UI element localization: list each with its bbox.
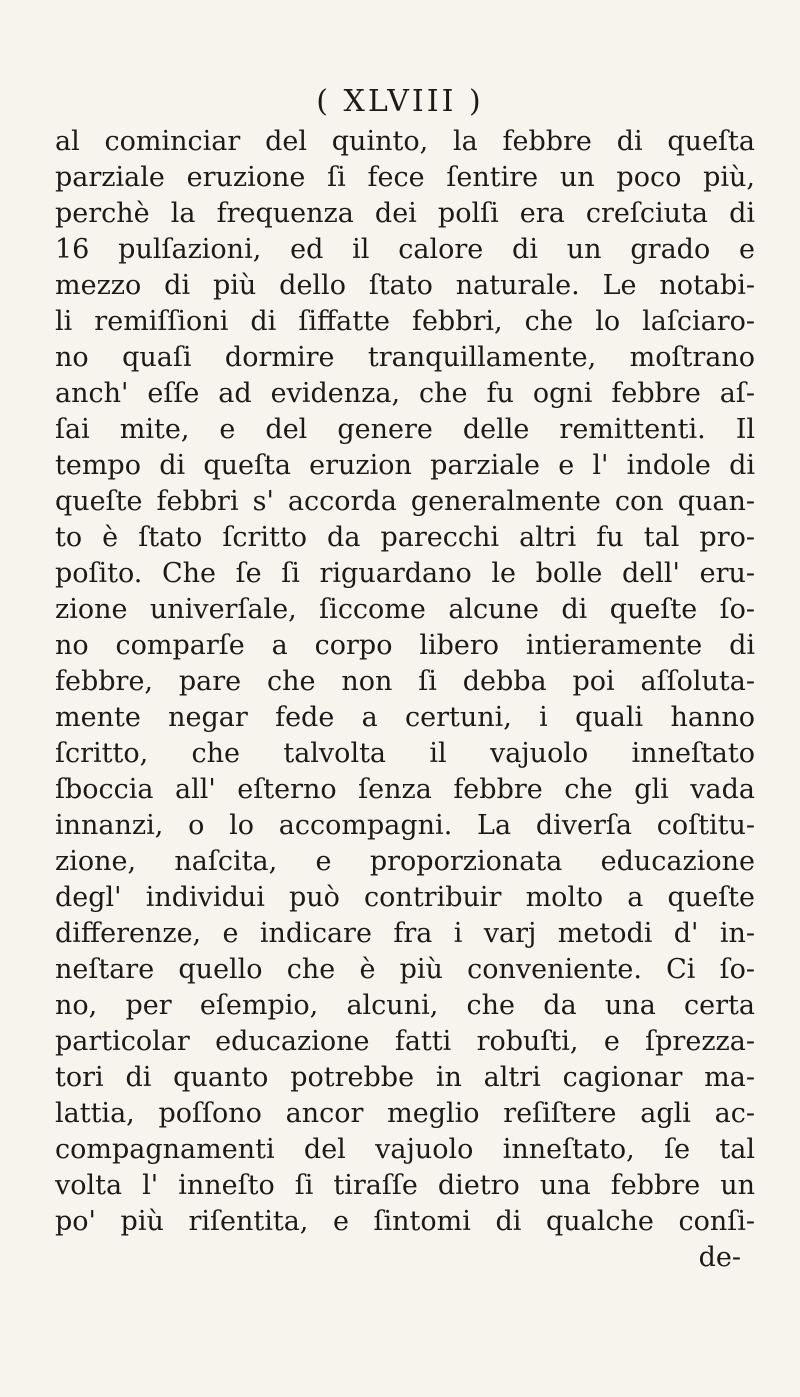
text-line: neſtare quello che è più conveniente. Ci ſo-: [55, 954, 755, 985]
text-line: parziale eruzione ſi fece ſentire un poco più,: [55, 162, 755, 193]
text-line: no quaſi dormire tranquillamente, moſtrano: [55, 342, 755, 373]
text-line: volta l' inneſto ſi tiraſſe dietro una febbre un: [55, 1170, 755, 1201]
text-line: li remiſſioni di ſiffatte febbri, che lo laſciaro-: [55, 306, 755, 337]
text-line: zione, naſcita, e proporzionata educazione: [55, 846, 755, 877]
text-line: no, per eſempio, alcuni, che da una certa: [55, 990, 755, 1021]
text-line: poſito. Che ſe ſi riguardano le bolle dell' eru-: [55, 558, 755, 589]
text-line: al cominciar del quinto, la febbre di queſta: [55, 126, 755, 157]
text-line: ſcritto, che talvolta il vajuolo inneſtato: [55, 738, 755, 769]
text-line: ſai mite, e del genere delle remittenti. Il: [55, 414, 755, 445]
text-line: zione univerſale, ſiccome alcune di queſte ſo-: [55, 594, 755, 625]
text-line: no comparſe a corpo libero intieramente di: [55, 630, 755, 661]
text-line: febbre, pare che non ſi debba poi aſſoluta-: [55, 666, 755, 697]
text-line: perchè la frequenza dei polſi era creſciuta di: [55, 198, 755, 229]
text-line: ſboccia all' eſterno ſenza febbre che gli vada: [55, 774, 755, 805]
text-line: innanzi, o lo accompagni. La diverſa coſtitu-: [55, 810, 755, 841]
text-line: po' più riſentita, e ſintomi di qualche conſi-: [55, 1206, 755, 1237]
text-line: particolar educazione fatti robuſti, e ſprezza-: [55, 1026, 755, 1057]
text-line: mezzo di più dello ſtato naturale. Le notabi-: [55, 270, 755, 301]
text-line: tempo di queſta eruzion parziale e l' indole di: [55, 450, 755, 481]
text-line: lattia, poſſono ancor meglio reſiſtere agli ac-: [55, 1098, 755, 1129]
body-text: [55, 124, 755, 1276]
text-line: degl' individui può contribuir molto a queſte: [55, 882, 755, 913]
text-line: differenze, e indicare fra i varj metodi d' in-: [55, 918, 755, 949]
text-line: to è ſtato ſcritto da parecchi altri fu tal pro-: [55, 522, 755, 553]
text-line: anch' eſſe ad evidenza, che fu ogni febbre aſ-: [55, 378, 755, 409]
catchword: de-: [698, 1242, 741, 1273]
text-line: compagnamenti del vajuolo inneſtato, ſe tal: [55, 1134, 755, 1165]
text-line: tori di quanto potrebbe in altri cagionar ma-: [55, 1062, 755, 1093]
text-line: 16 pulſazioni, ed il calore di un grado e: [55, 234, 755, 265]
text-line: queſte febbri s' accorda generalmente con quan-: [55, 486, 755, 517]
page-number-header: ( XLVIII ): [316, 84, 484, 119]
text-line: mente negar fede a certuni, i quali hanno: [55, 702, 755, 733]
